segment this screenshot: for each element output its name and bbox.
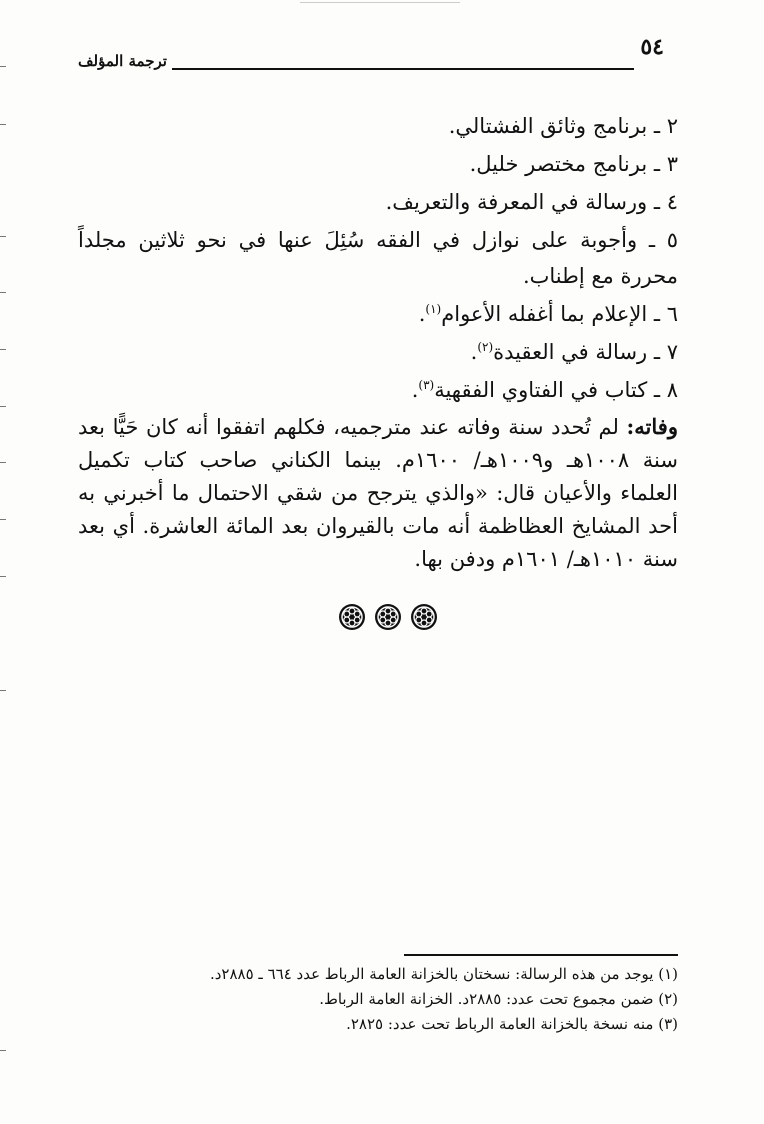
paragraph-text: لم تُحدد سنة وفاته عند مترجميه، فكلهم اتفقوا أنه كان حَيًّا بعد سنة ١٠٠٨هـ و١٠٠٩هـ/ ١٦٠٠م. بينما الكناني صاحب كتاب تكميل العلماء والأعيان قال: «والذي يترجح من شقي الاحتمال ما أخبرني به أحد المشايخ العظاظمة أنه مات بالقيروان بعد المائة العاشرة. أي بعد سنة ١٠١٠هـ/ ١٦٠١م ودفن بها.	[78, 415, 678, 571]
rosette-icon	[410, 603, 438, 631]
list-item-text: وأجوبة على نوازل في الفقه سُئِلَ عنها في نحو ثلاثين مجلداً محررة مع إطناب.	[78, 228, 678, 288]
rosette-icon	[374, 603, 402, 631]
scan-margin-mark	[0, 236, 6, 237]
scan-margin-mark	[0, 66, 6, 67]
footnote	[78, 987, 678, 1012]
footnote-number: (٣)	[658, 1015, 678, 1033]
footnotes	[78, 962, 678, 1037]
footnote-number: (٢)	[658, 990, 678, 1008]
death-paragraph	[78, 410, 678, 576]
list-item-end: .	[418, 302, 426, 326]
header-rule	[172, 68, 634, 70]
footnote-text: يوجد من هذه الرسالة: نسختان بالخزانة العامة الرباط عدد ٦٦٤ ـ ٢٨٨٥د.	[209, 965, 654, 983]
list-item-number: ٧	[666, 340, 678, 364]
list-item-number: ٣	[666, 152, 678, 176]
list-item-end: .	[411, 378, 419, 402]
scan-margin-mark	[0, 519, 6, 520]
list-item-text: برنامج وثائق الفشتالي.	[448, 114, 648, 138]
scan-margin-mark	[0, 1050, 6, 1051]
footnote	[78, 962, 678, 987]
list-item-text: ورسالة في المعرفة والتعريف.	[385, 190, 648, 214]
footnote-text: منه نسخة بالخزانة العامة الرباط تحت عدد: ٢٨٢٥.	[346, 1015, 654, 1033]
scan-margin-mark	[0, 406, 6, 407]
footnote	[78, 1012, 678, 1037]
list-item: ٦ ـ الإعلام بما أغفله الأعوام$^{(١)}$.	[78, 296, 678, 332]
list-item-text: كتاب في الفتاوي الفقهية	[434, 378, 648, 402]
footnote-ref: (٢)	[477, 340, 494, 354]
footnote-ref: (٣)	[418, 378, 435, 392]
list-item-number: ٥	[666, 228, 678, 252]
list-item-number: ٤	[666, 190, 678, 214]
scan-margin-mark	[0, 462, 6, 463]
list-item-number: ٢	[666, 114, 678, 138]
list-item: ٢ ـ برنامج وثائق الفشتالي.	[78, 108, 678, 144]
footnote-rule	[404, 954, 678, 956]
list-item: ٥ ـ وأجوبة على نوازل في الفقه سُئِلَ عنها في نحو ثلاثين مجلداً محررة مع إطناب.	[78, 222, 678, 294]
page-number: ٥٤	[640, 34, 664, 60]
scan-margin-mark	[0, 349, 6, 350]
list-item-text: الإعلام بما أغفله الأعوام	[441, 302, 648, 326]
triple-rosette-ornament	[338, 600, 438, 634]
running-title: ترجمة المؤلف	[78, 52, 167, 70]
paragraph-lead: وفاته:	[626, 414, 678, 439]
list-item-end: .	[470, 340, 478, 364]
main-text	[78, 108, 678, 576]
list-item-number: ٦	[666, 302, 678, 326]
footnote-ref: (١)	[425, 302, 442, 316]
footnote-number: (١)	[658, 965, 678, 983]
list-item-number: ٨	[666, 378, 678, 402]
footnote-text: ضمن مجموع تحت عدد: ٢٨٨٥د. الخزانة العامة الرباط.	[319, 990, 654, 1008]
scan-margin-mark	[0, 124, 6, 125]
rosette-icon	[338, 603, 366, 631]
list-item-text: رسالة في العقيدة	[493, 340, 648, 364]
scan-margin-mark	[0, 576, 6, 577]
scan-margin-mark	[0, 292, 6, 293]
list-item-text: برنامج مختصر خليل.	[469, 152, 648, 176]
list-item: ٣ ـ برنامج مختصر خليل.	[78, 146, 678, 182]
list-item: ٧ ـ رسالة في العقيدة$^{(٢)}$.	[78, 334, 678, 370]
list-item: ٤ ـ ورسالة في المعرفة والتعريف.	[78, 184, 678, 220]
scan-edge-line	[300, 2, 460, 3]
list-item: ٨ ـ كتاب في الفتاوي الفقهية$^{(٣)}$.	[78, 372, 678, 408]
scan-margin-mark	[0, 690, 6, 691]
